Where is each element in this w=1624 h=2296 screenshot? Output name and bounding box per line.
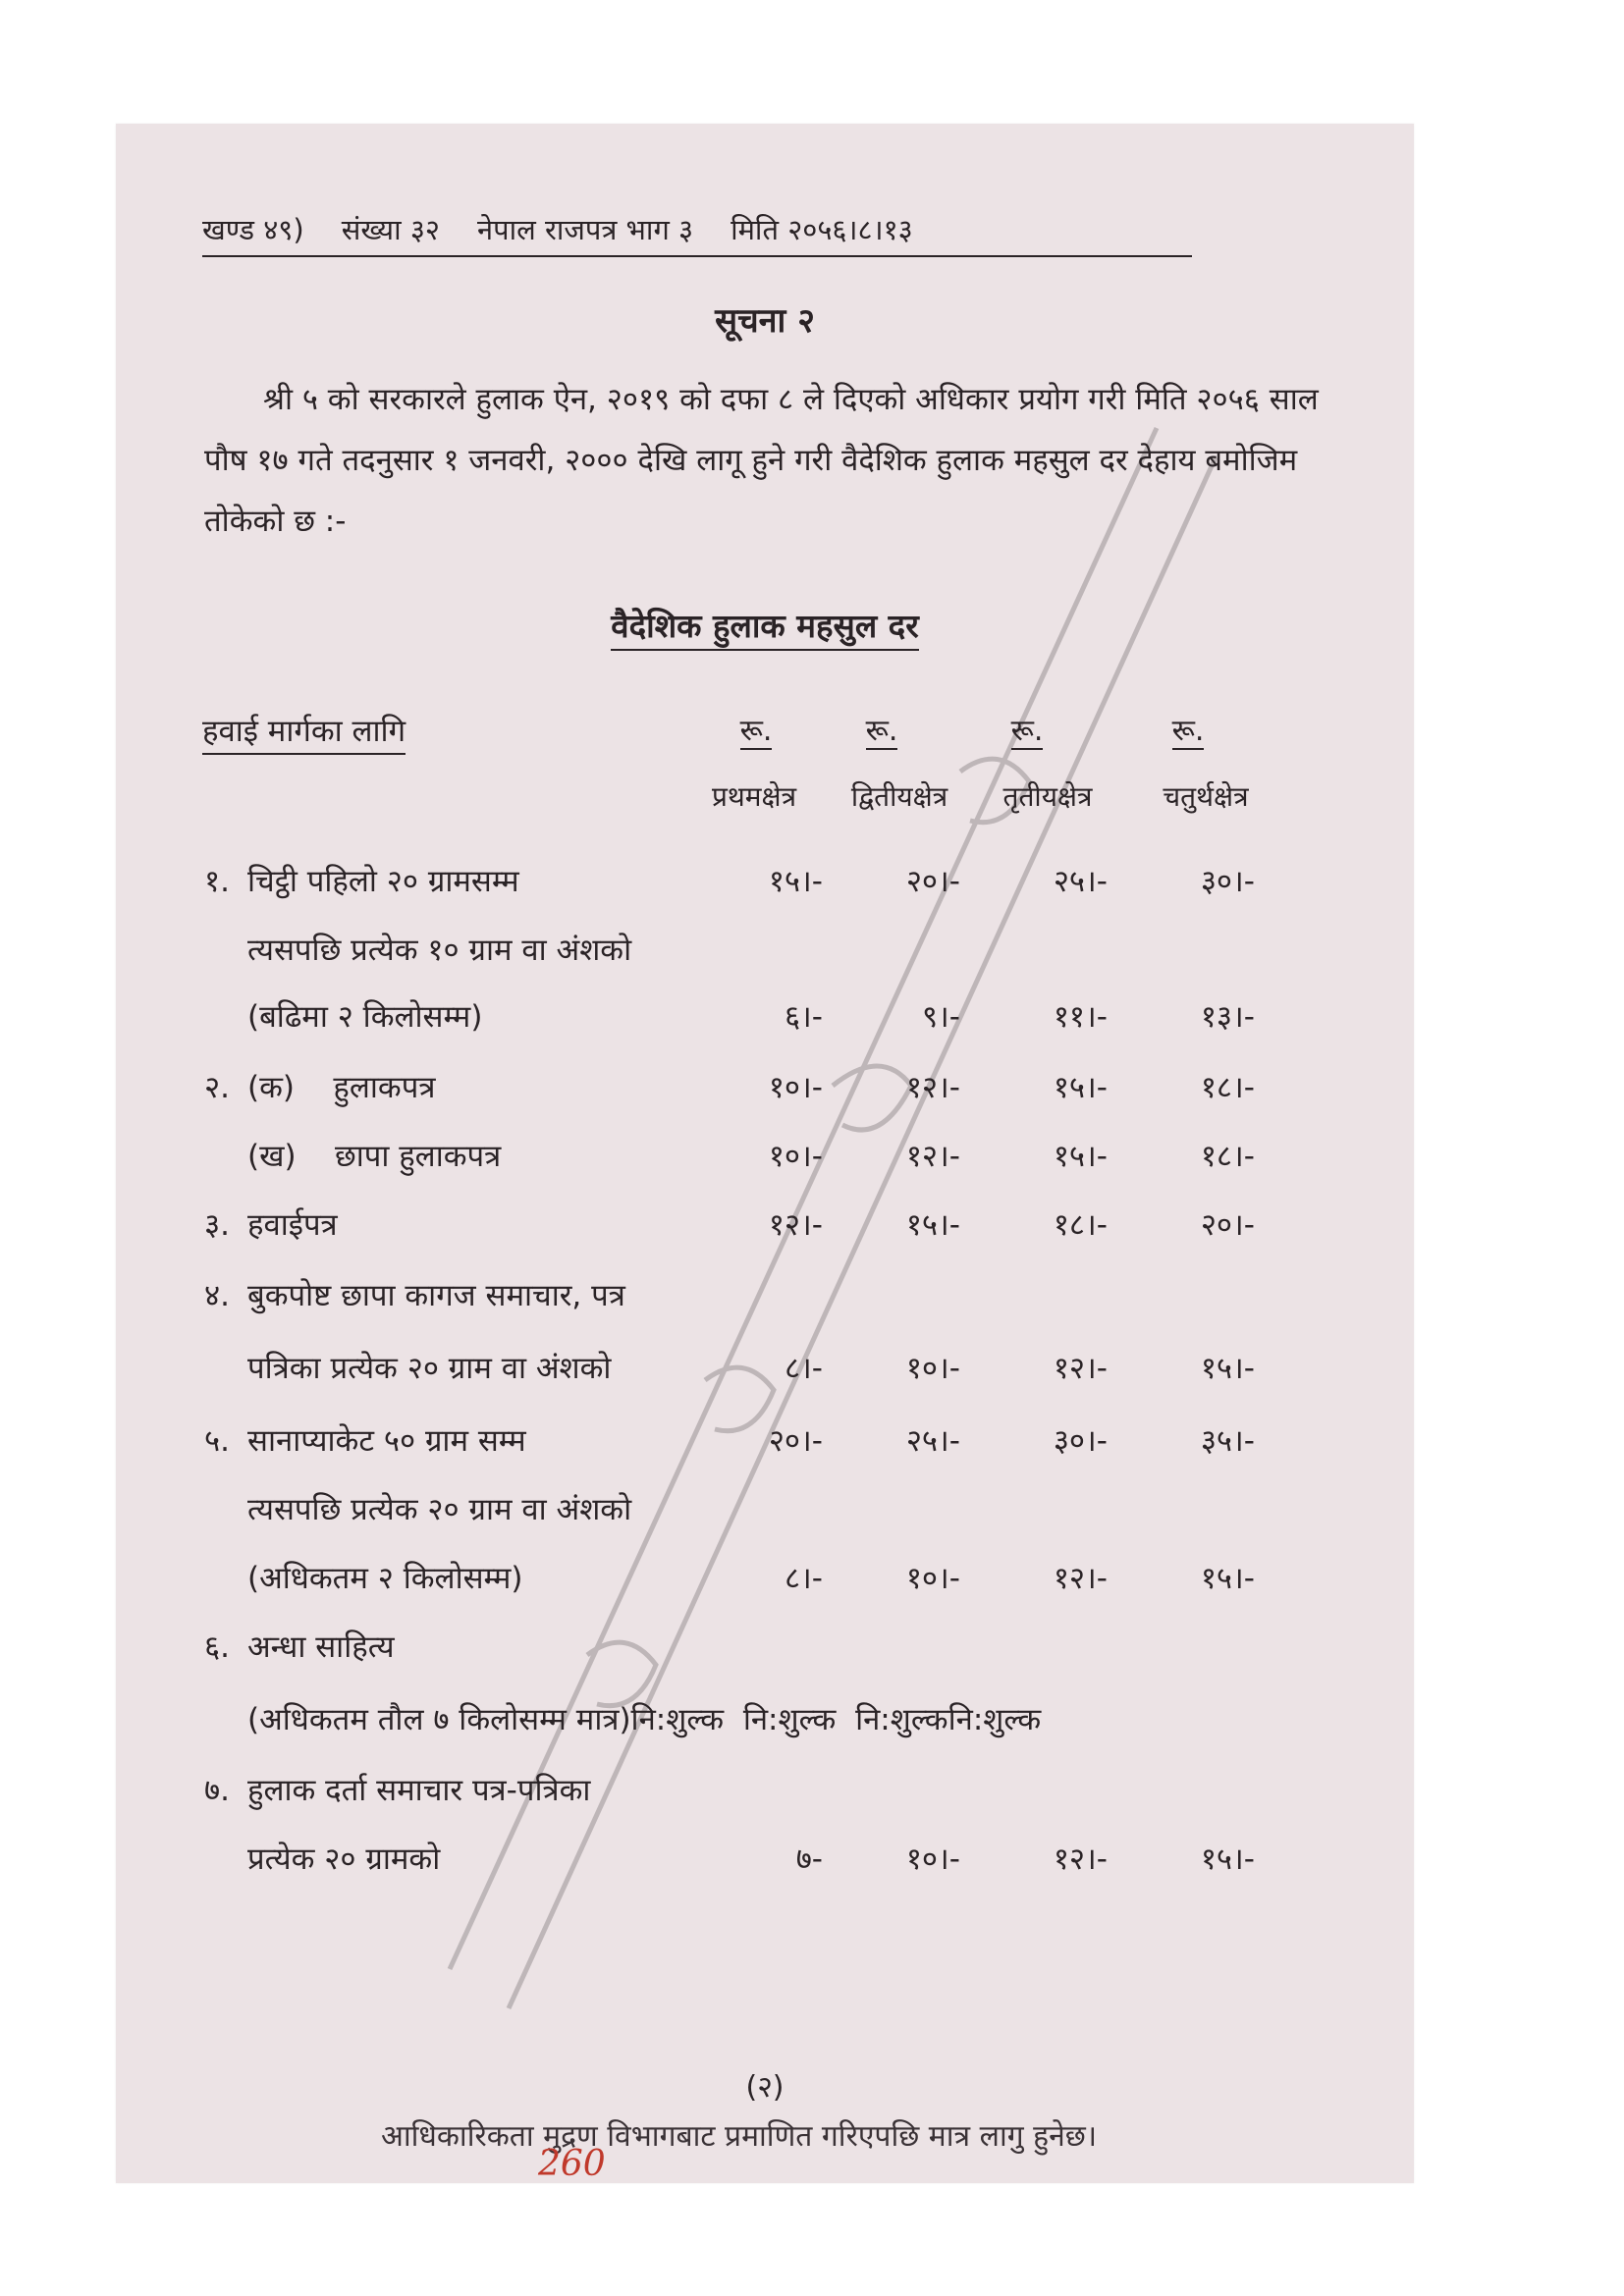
- zone-header: चतुर्थक्षेत्र: [1163, 780, 1249, 813]
- currency-label: रू.: [1010, 714, 1044, 748]
- gazette-date: मिति २०५६।८।१३: [731, 213, 913, 246]
- row-number: ५.: [204, 1423, 230, 1459]
- rate-value: १५।-: [1053, 1070, 1108, 1105]
- row-description: पत्रिका प्रत्येक २० ग्राम वा अंशको: [247, 1351, 612, 1386]
- gazette-page: [116, 124, 1414, 2183]
- row-number: ४.: [204, 1278, 230, 1313]
- row-description: (अधिकतम २ किलोसम्म): [247, 1561, 523, 1596]
- rate-value: ११।-: [1053, 999, 1108, 1035]
- rate-value: १८।-: [1053, 1207, 1108, 1243]
- row-number: ७.: [204, 1773, 230, 1808]
- row-description: त्यसपछि प्रत्येक २० ग्राम वा अंशको: [247, 1492, 632, 1527]
- row-description: चिट्ठी पहिलो २० ग्रामसम्म: [247, 864, 519, 899]
- zone-header: तृतीयक्षेत्र: [1002, 780, 1093, 813]
- rate-value: २०।-: [768, 1423, 823, 1459]
- rate-value: १०।-: [768, 1070, 823, 1105]
- rate-value: १८।-: [1200, 1139, 1255, 1174]
- currency-label: रू.: [739, 714, 773, 748]
- rate-value: १२।-: [768, 1207, 823, 1243]
- rate-value: १०।-: [768, 1139, 823, 1174]
- rate-value: १५।-: [1200, 1842, 1255, 1877]
- rate-value: ३५।-: [1200, 1423, 1255, 1459]
- row-description: त्यसपछि प्रत्येक १० ग्राम वा अंशको: [247, 933, 632, 968]
- row-description: हवाईपत्र: [247, 1207, 338, 1243]
- row-description: हुलाक दर्ता समाचार पत्र-पत्रिका: [247, 1773, 591, 1808]
- row-number: ६.: [204, 1629, 230, 1665]
- rate-value: २५।-: [1053, 864, 1108, 899]
- row-description: सानाप्याकेट ५० ग्राम सम्म: [247, 1423, 526, 1459]
- rate-value: १५।-: [1053, 1139, 1108, 1174]
- rate-value: २५।-: [905, 1423, 960, 1459]
- rate-value: ८।-: [784, 1561, 823, 1596]
- row-description: (अधिकतम तौल ७ किलोसम्म मात्र)नि:शुल्क नि:शुल्क नि:शुल्कनि:शुल्क: [247, 1702, 1042, 1737]
- row-description: अन्धा साहित्य: [247, 1629, 395, 1665]
- rate-value: ९।-: [921, 999, 960, 1035]
- rate-value: १०।-: [905, 1561, 960, 1596]
- rate-value: १३।-: [1200, 999, 1255, 1035]
- rate-value: २०।-: [1200, 1207, 1255, 1243]
- currency-label: रू.: [865, 714, 898, 748]
- rate-value: १०।-: [905, 1842, 960, 1877]
- volume-label: खण्ड ४९): [202, 213, 304, 246]
- row-description: (क) हुलाकपत्र: [247, 1070, 436, 1105]
- airmail-label: हवाई मार्गका लागि: [202, 710, 406, 755]
- rate-value: ३०।-: [1053, 1423, 1108, 1459]
- rate-value: १८।-: [1200, 1070, 1255, 1105]
- row-number: २.: [204, 1070, 230, 1105]
- handwritten-page-number: 260: [538, 2144, 606, 2184]
- notice-title: सूचना २: [715, 301, 815, 341]
- rate-value: १२।-: [905, 1070, 960, 1105]
- footer-note: आधिकारिकता मुद्रण विभागबाट प्रमाणित गरिएपछि मात्र लागु हुनेछ।: [381, 2119, 1098, 2154]
- rate-value: ६।-: [784, 999, 823, 1035]
- currency-label: रू.: [1171, 714, 1205, 748]
- rate-value: १५।-: [1200, 1561, 1255, 1596]
- row-description: प्रत्येक २० ग्रामको: [247, 1842, 441, 1877]
- rate-value: ८।-: [784, 1351, 823, 1386]
- row-description: (बढिमा २ किलोसम्म): [247, 999, 483, 1035]
- notice-paragraph: [204, 369, 1363, 552]
- row-number: १.: [204, 864, 230, 899]
- zone-header: द्वितीयक्षेत्र: [850, 780, 948, 813]
- rate-value: १२।-: [1053, 1561, 1108, 1596]
- rate-value: १५।-: [768, 864, 823, 899]
- issue-number: संख्या ३२: [341, 213, 440, 246]
- zone-header: प्रथमक्षेत्र: [711, 780, 797, 813]
- rate-value: १२।-: [905, 1139, 960, 1174]
- rate-value: १०।-: [905, 1351, 960, 1386]
- rate-value: १२।-: [1053, 1842, 1108, 1877]
- rate-value: ७-: [795, 1842, 823, 1877]
- rate-value: ३०।-: [1200, 864, 1255, 899]
- rate-value: २०।-: [905, 864, 960, 899]
- gazette-name: नेपाल राजपत्र भाग ३: [477, 213, 694, 246]
- header-underline: [202, 255, 1192, 257]
- row-description: (ख) छापा हुलाकपत्र: [247, 1139, 502, 1174]
- table-title-text: वैदेशिक हुलाक महसुल दर: [611, 607, 918, 651]
- rate-value: १२।-: [1053, 1351, 1108, 1386]
- gazette-header: [202, 210, 950, 248]
- table-title: [116, 603, 1414, 647]
- row-description: बुकपोष्ट छापा कागज समाचार, पत्र: [247, 1278, 625, 1313]
- rate-value: १५।-: [1200, 1351, 1255, 1386]
- page-number: (२): [745, 2070, 785, 2105]
- row-number: ३.: [204, 1207, 230, 1243]
- notice-paragraph-text: श्री ५ को सरकारले हुलाक ऐन, २०१९ को दफा ८ ले दिएको अधिकार प्रयोग गरी मिति २०५६ साल पौष १७ गते तदनुसार १ जनवरी, २००० देखि लागू हुने गरी वैदेशिक हुलाक महसुल दर देहाय बमोजिम तोकेको छ :-: [204, 382, 1319, 539]
- rate-value: १५।-: [905, 1207, 960, 1243]
